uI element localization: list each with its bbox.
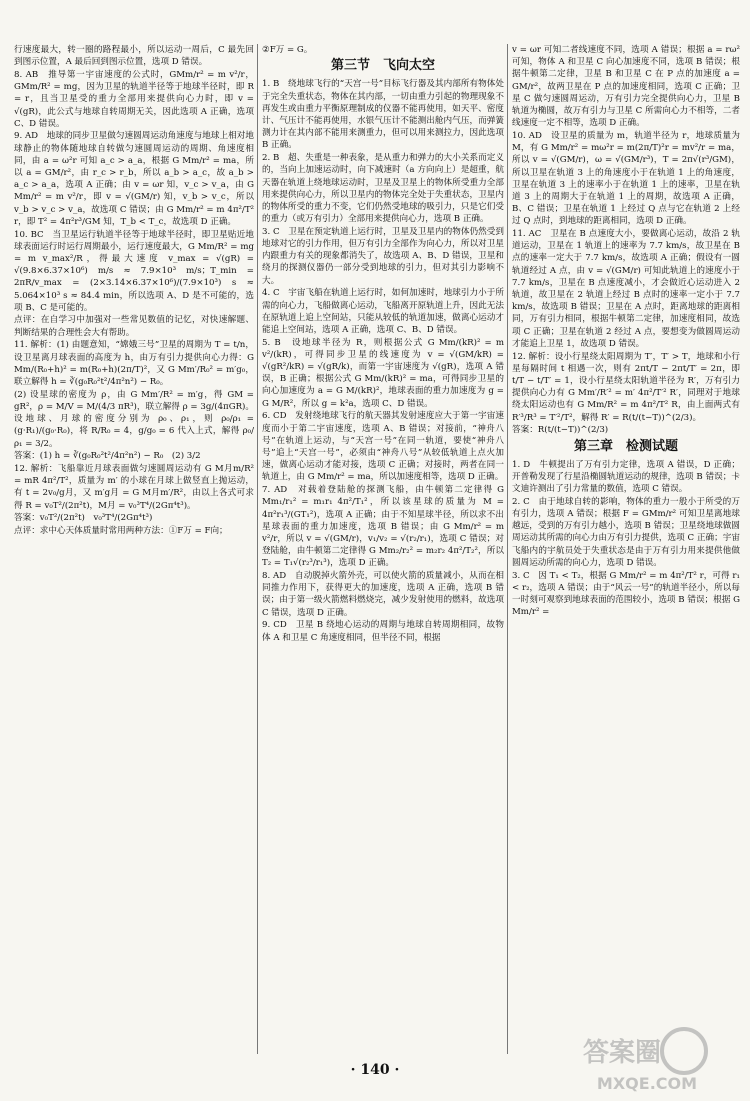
answer-paragraph: 6. CD 发射绕地球飞行的航天器其发射速度应大于第一宇宙速度而小于第二宇宙速度，选项 A、B 错误；对接前，“神舟八号”在轨道上运动，与“天宫一号”在同一轨道，要使“神舟八号”追上“天宫一号”，必须由“神舟八号”从较低轨道上点火加速，做离心运动才能对接，选项 C 正确；对接时，两者在同一轨道上，由 G Mm/r² = ma，所以加速度相等，选项 D 正确。 — [262, 411, 504, 483]
answer-paragraph: ②F万 = G。 — [262, 45, 313, 55]
answer-paragraph: 2. B 超、失重是一种表象，是从重力和弹力的大小关系而定义的，当向上加速运动时，向下减速时（a 方向向上）是超重，航天器在轨道上绕地球运动时，卫星及卫星上的物体所受重力全部用来提供向心力，所以卫星内的物体完全处于失重状态，卫星内的物体所受的重力不变，它们仍然受地球的吸引力，只是它们受的重力（或万有引力）全部用来提供向心力，选项 B 正确。 — [262, 153, 504, 225]
column-left — [14, 44, 254, 1054]
answer-paragraph: 3. C 因 T₁ < T₂，根据 G Mm/r² = m 4π²/T² r，可得 r₁ < r₂，选项 A 错误；由于“风云一号”的轨道半径小，所以每一时刻可观察到地球表面的范围较小，选项 B 错误；根据 G Mm/r² = — [512, 570, 740, 618]
section-heading: 第三章 检测试题 — [573, 438, 678, 454]
page-number: · 140 · — [350, 1062, 400, 1078]
answer-paragraph: 2. C 由于地球自转的影响，物体的重力一般小于所受的万有引力，选项 A 错误；根据 F = GMm/r² 可知卫星离地球越远，受到的万有引力越小，选项 B 错误；卫星绕地球做圆周运动其所需的向心力由万有引力提供，选项 C 正确；宇宙飞船内的宇航员处于失重状态是由于万有引力用来提供他做圆周运动所需的向心力，选项 D 错误。 — [512, 496, 740, 568]
answer-paragraph: 1. D 牛顿提出了万有引力定律，选项 A 错误，D 正确；开普勒发现了行星沿椭圆轨道运动的规律，选项 B 错误；卡文迪许测出了引力常量的数值，选项 C 错误。 — [512, 459, 740, 495]
answer-paragraph: 9. AD 地球的同步卫星做匀速圆周运动角速度与地球上相对地球静止的物体随地球自转做匀速圆周运动的周期、角速度相同，由 a = ω²r 可知 a_c > a_a，根据 G Mm/r² = ma，所以 a = GM/r²，由 r_c > r_b，所以 a_b > a_c，故 a_b > a_c > a_a，选项 A 正确；由 v = ωr 知，v_c > v_a，由 G Mm/r² = m v²/r，即 v = √(GM/r) 知，v_b > v_c，所以 v_b > v_c > v_a，故选项 C 错误；由 G Mm/r² = m 4π²/T² r，即 T² = 4π²r³/GM 知，T_b < T_c，故选项 D 正确。 — [14, 131, 254, 227]
answer-paragraph: 12. 解析：飞船靠近月球表面做匀速圆周运动有 G M月m/R² = mR 4π²/T²，质量为 m′ 的小球在月球上做竖直上抛运动，有 t = 2v₀/g月，又 m′g月 = G M月m′/R²，由以上各式可求得 R = v₀T²/(2π²t)，M月 = v₀³T⁴/(2Gπ⁴t³)。 — [14, 463, 254, 511]
watermark-text: 答案圈 — [582, 1038, 662, 1068]
answer-paragraph: 8. AB 推导第一宇宙速度的公式时，GMm/r² = m v²/r，GMm/R² = mg，因为卫星的轨道半径等于地球半径时，即 R = r，且当卫星受的重力全部用来提供向心力时，即 v = √(gR)，此公式与地球自转周期无关，因此选项 A 正确，选项 C、D 错误。 — [14, 69, 254, 129]
answer-paragraph: 10. AD 设卫星的质量为 m，轨道半径为 r，地球质量为 M，有 G Mm/r² = mω²r = m(2π/T)²r = mv²/r = ma，所以 v = √(GM/r)，ω = √(GM/r³)，T = 2π√(r³/GM)，所以卫星在轨道 3 上的角速度小于在轨道 1 上的角速度，卫星在轨道 3 上的速率小于在轨道 1 上的速率，卫星在轨道 3 上的周期大于在轨道 1 上的周期，故选项 A 正确，B、C 错误；卫星在轨道 1 上经过 Q 点与它在轨道 2 上经过 Q 点时，到地球的距离相同，选项 D 正确。 — [512, 130, 740, 227]
answer-paragraph: 答案：v₀T²/(2π²t) v₀³T⁴/(2Gπ⁴t³) — [14, 513, 153, 524]
answer-paragraph: 4. C 宇宙飞船在轨道上运行时，如何加速时，地球引力小于所需的向心力，飞船做离心运动，飞船离开原轨道上升，因此无法在原轨道上追上空间站，只能从较低的轨道加速，做离心运动才能追上空间站，选项 A 正确，选项 C、B、D 错误。 — [262, 288, 504, 335]
answer-paragraph: (2) 设星球的密度为 ρ，由 G Mm′/R² = m′g，得 GM = gR²，ρ = M/V = M/(4/3 πR³)，联立解得 ρ = 3g/(4πGR)。设地球、月球的密度分别为 ρ₀、ρ₁，则 ρ₀/ρ₁ = (g·R₁)/(g₀·R₀)，将 R/R₀ = 4，g/g₀ = 6 代入上式，解得 ρ₀/ρ₁ = 3/2。 — [14, 389, 254, 449]
answer-paragraph: v = ωr 可知二者线速度不同，选项 A 错误；根据 a = rω² 可知，物体 A 和卫星 C 向心加速度不同，选项 B 错误；根据牛顿第二定律，卫星 B 和卫星 C 在 P 点的加速度 a = GM/r²，故两卫星在 P 点的加速度相同，选项 C 正确；卫星 C 做匀速圆周运动，万有引力完全提供向心力，卫星 B 轨道为椭圆，故万有引力与卫星 C 所需向心力不相等，二者线速度一定不相等，选项 D 正确。 — [512, 45, 740, 129]
watermark-url: MXQE.COM — [596, 1074, 698, 1093]
answer-paragraph: 1. B 绕地球飞行的“天宫一号”目标飞行器及其内部所有物体处于完全失重状态，物体在其内部，一切由重力引起的物理现象不再发生或由重力平衡原理制成的仪器不能再使用，如天平、密度计、气压计不能再使用，水银气压计不能测出舱内气压，而弹簧测力计在其内部不能用来测重力，但可以用来测拉力，因此选项 B 正确。 — [262, 79, 504, 151]
answer-paragraph: 9. CD 卫星 B 绕地心运动的周期与地球自转周期相同，故物体 A 和卫星 C 角速度相同，但半径不同，根据 — [262, 620, 504, 643]
column-divider — [257, 44, 258, 1054]
answer-paragraph: 点评：在自学习中加强对一些常见数值的记忆，对快速解题、判断结果的合理性会大有帮助。 — [14, 315, 254, 338]
column-middle — [262, 44, 504, 1054]
answer-paragraph: 11. AC 卫星在 B 点速度大小，要做离心运动，故沿 2 轨道运动，卫星在 1 轨道上的速率为 7.7 km/s，故卫星在 B 点的速率一定大于 7.7 km/s，故选项 A 正确；假设有一圆轨道经过 A 点，由 v = √(GM/r) 可知此轨道上的速度小于 7.7 km/s，卫星在 B 点速度减小，才会做近心运动进入 2 轨道，故卫星在 2 轨道上经过 B 点时的速率一定小于 7.7 km/s，故选项 B 错误；卫星在 A 点时，距离地球的距离相同，万有引力相同，根据牛顿第二定律，加速度相同，故选项 C 正确；卫星在轨道 2 经过 A 点，要想变为做圆周运动才能追上卫星 1，故选项 D 错误。 — [512, 229, 740, 349]
answer-paragraph: 10. BC 当卫星运行轨道半径等于地球半径时，即卫星贴近地球表面运行时运行周期最小，运行速度最大，G Mm/R² = mg = m v_max²/R，得最大速度 v_max = √(gR) = √(9.8×6.37×10⁶) m/s ≈ 7.9×10³ m/s；T_min = 2πR/v_max = (2×3.14×6.37×10⁶)/(7.9×10³) s ≈ 5.064×10³ s ≈ 84.4 min，所以选项 A、D 是不可能的，选项 B、C 是可能的。 — [14, 229, 254, 313]
answer-paragraph: 3. C 卫星在预定轨道上运行时，卫星及卫星内的物体仍然受到地球对它的引力作用，但万有引力全部作为向心力，所以对卫星内跟重力有关的现象都消失了，故选项 A、B、D 错误，卫星和绕月的探测仪器仍一部分受到地球的引力，但对其引力影响不大。 — [262, 226, 504, 286]
answer-paragraph: 答案：R(t/(t−T))^(2/3) — [512, 425, 609, 436]
column-divider — [507, 44, 508, 1054]
answer-paragraph: 5. B 设地球半径为 R，则根据公式 G Mm/(kR)² = m v²/(kR)，可得同步卫星的线速度为 v = √(GM/kR) = √(gR²/kR) = √(gR/k)，而第一宇宙速度为 √(gR)，选项 A 错误，B 正确；根据公式 G Mm/(kR)² = ma，可得同步卫星的向心加速度为 a = G M/(kR)²，地球表面的重力加速度为 g = G M/R²，所以 g = k²a，选项 C、D 错误。 — [262, 337, 504, 409]
section-heading: 第三节 飞向太空 — [330, 58, 435, 74]
answer-paragraph: 7. AD 对载着登陆舱的探测飞船，由牛顿第二定律得 G Mm₁/r₁² = m₁r₁ 4π²/T₁²，所以该星球的质量为 M = 4π²r₁³/(GT₁²)，选项 A 正确；由于不知星球半径，所以求不出星球表面的重力加速度，选项 B 错误；由 G Mm/r² = m v²/r，所以 v = √(GM/r)，v₁/v₂ = √(r₂/r₁)，选项 C 错误；对登陆舱，由牛顿第二定律得 G Mm₂/r₂² = m₂r₂ 4π²/T₂²，所以 T₂ = T₁√(r₂³/r₁³)，选项 D 正确。 — [262, 485, 504, 569]
answer-paragraph: 点评：求中心天体质量时常用两种方法：①F万 = F向； — [14, 525, 228, 536]
answer-paragraph: 行速度最大，转一圈的路程最小，所以运动一周后，C 最先回到图示位置，A 最后回到图示位置，选项 D 错误。 — [14, 45, 254, 68]
answer-paragraph: 答案：(1) h = ∛(g₀R₀²t²/4π²n²) − R₀ (2) 3/2 — [14, 451, 201, 462]
watermark-logo — [562, 1025, 732, 1095]
answer-paragraph: 12. 解析：设小行星绕太阳周期为 T′，T′ > T，地球和小行星每隔时间 t 相遇一次，则有 2πt/T − 2πt/T′ = 2π，即 t/T − t/T′ = 1，设小行星绕太阳轨道半径为 R′，万有引力提供向心力有 G Mm′/R′² = m′ 4π²/T′² R′，同理对于地球绕太阳运动也有 G Mm/R² = m 4π²/T² R，由上面两式有 R′³/R³ = T′²/T²，解得 R′ = R(t/(t−T))^(2/3)。 — [512, 351, 740, 423]
answer-paragraph: 8. AD 自动脱掉火箭外壳，可以使火箭的质量减小，从而在相同推力作用下，获得更大的加速度，选项 A 正确，选项 B 错误；由于第一级火箭燃料燃烧完，减少发射使用的燃料，故选项 C 错误，选项 D 正确。 — [262, 571, 504, 618]
column-right — [512, 44, 740, 1054]
answer-paragraph: 11. 解析：(1) 由题意知，“嫦娥三号”卫星的周期为 T = t/n，设卫星离月球表面的高度为 h，由万有引力提供向心力得：G Mm/(R₀+h)² = m(R₀+h)(2π/T)²，又 G Mm′/R₀² = m′g₀，联立解得 h = ∛(g₀R₀²t²/4π²n²) − R₀。 — [14, 340, 254, 387]
